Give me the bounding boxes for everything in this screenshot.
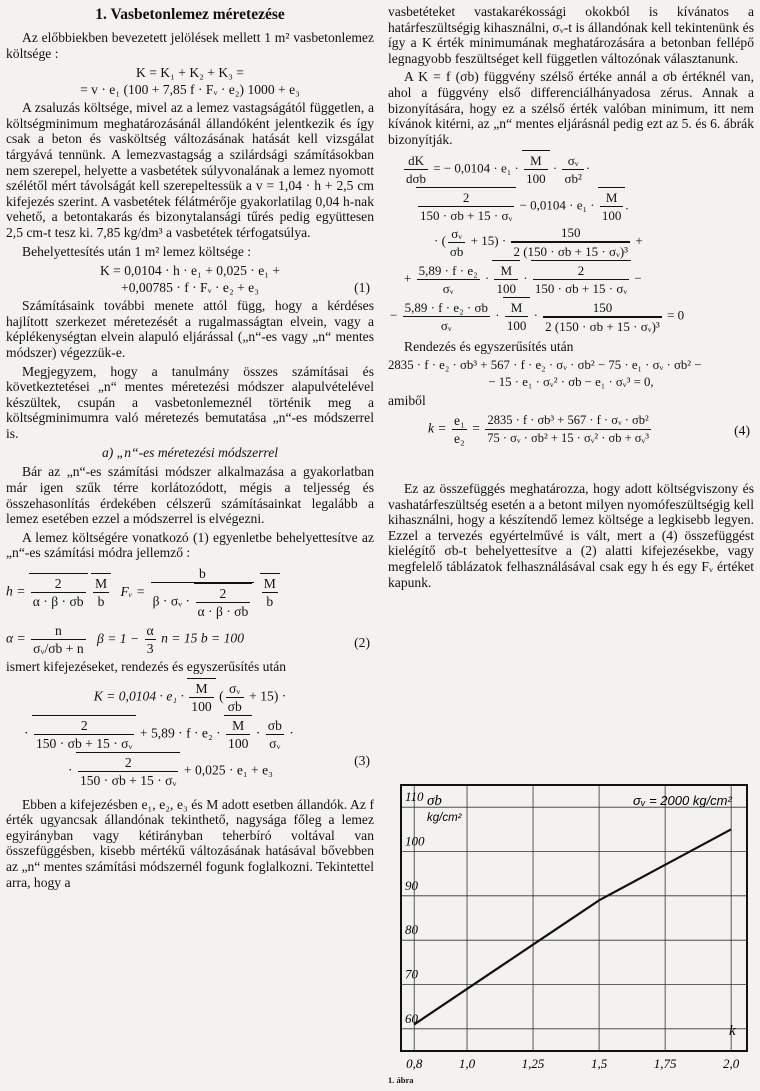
fraction <box>262 575 278 610</box>
sqrt <box>522 150 550 187</box>
fraction <box>417 262 480 297</box>
numerator: M <box>189 680 213 698</box>
eq-text: + 15) · <box>249 688 287 704</box>
subheading: a) „n“-es méretezési módszerrel <box>101 445 279 461</box>
denominator: 100 <box>526 171 546 187</box>
denominator: 150 · σb + 15 · σᵥ <box>79 772 177 788</box>
x-tick-label: 1,0 <box>458 1056 476 1071</box>
fraction <box>189 680 213 715</box>
denominator <box>151 583 255 620</box>
fraction <box>34 717 135 752</box>
numerator: M <box>505 299 529 317</box>
equation-line: · $\frac{2}{\text{150 · σb + 15 · σᵥ}}$ + 5,89 · f · e₂ · $\frac{M}{100}$ · $\frac{\sigma b}{\text{σᵥ}}$ · <box>6 715 374 752</box>
eq-text: − <box>634 270 642 286</box>
paragraph: A zsaluzás költsége, mivel az a lemez vastagságától független, a költségminimum meghatározásánál állandóként jelentkezik és így csak a beton és vasköltség változásának hatását kell vizsgálat tárgyává tennünk. A lemezvastagság a szilárdsági számításokban nem szerepel, helyette a vasbetétek súlyvonalának a lemez nyomott szélétől mért távolságát kell szerepeltessük a v = 1,04 · h + 2,5 cm kifejezés szerint. A vasbetétek félátmérője gyakorlatilag 0,04 h-nak vehető, a betontakarás és bizonytalansági tűrés pedig együttesen 2,5 cm-t tesz ki. 7,85 kg/dm³ a vasbetétek térfogatsúlya. <box>6 100 374 240</box>
equation-line: $\frac{2}{\text{150 · σb + 15 · σᵥ}}$ − 0,0104 · e₁ · $\frac{M}{100}$ . <box>388 187 754 224</box>
numerator: 2 <box>31 575 86 593</box>
fraction <box>562 152 583 187</box>
equation-line: K = 0,0104 · e₁ · $\frac{M}{100}$ ( $\frac{\text{σᵥ}}{\sigma b}$ + 15) · <box>6 678 374 715</box>
eq-text: = − 0,0104 · e₁ · <box>433 160 519 176</box>
denominator: σb² <box>564 171 582 187</box>
denominator: α · β · σb <box>32 594 84 610</box>
eq-text: + <box>404 270 412 286</box>
sqrt <box>598 187 626 224</box>
fraction <box>226 680 244 715</box>
equation-line: = v · e₁ (100 + 7,85 f · Fᵥ · e₂) 1000 + e₃ <box>80 82 300 98</box>
numerator: e₁ <box>454 413 465 429</box>
paragraph: A lemez költségére vonatkozó (1) egyenletbe behelyettesítve az „n“-es számítási módra jellemző : <box>6 529 374 561</box>
fraction <box>151 565 255 620</box>
fraction <box>452 412 467 447</box>
chart-annotation: σᵥ = 2000 kg/cm² <box>633 793 732 808</box>
equation-number: (1) <box>354 280 370 296</box>
denominator: 100 <box>191 698 212 714</box>
numerator: σb <box>267 717 282 733</box>
denominator: 2 (150 · σb + 15 · σᵥ)³ <box>545 318 660 334</box>
equation-3 <box>6 678 374 789</box>
y-tick-label: 100 <box>405 833 425 849</box>
equation-rearranged <box>388 357 754 391</box>
equation-1 <box>6 262 374 296</box>
fraction <box>524 152 548 187</box>
denominator: σᵥ <box>440 318 452 334</box>
numerator: σᵥ <box>226 680 244 698</box>
y-axis-title: σb <box>427 793 442 809</box>
numerator: 2 <box>78 754 179 772</box>
sqrt <box>32 715 137 752</box>
equation-line: · $\frac{2}{\text{150 · σb + 15 · σᵥ}}$ + 0,025 · e₁ + e₃ (3) <box>68 752 370 788</box>
eq-text: k = <box>428 420 447 436</box>
sqrt <box>492 260 520 297</box>
sqrt <box>91 573 111 610</box>
denominator: σᵥ <box>269 735 281 751</box>
paragraph: Behelyettesítés után 1 m² lemez költsége : <box>22 243 252 259</box>
numerator: M <box>524 152 548 170</box>
numerator: b <box>151 565 255 583</box>
numerator: 150 <box>543 299 662 317</box>
equation-number: (2) <box>354 635 370 651</box>
paragraph: amiből <box>388 393 426 409</box>
denominator: 150 · σb + 15 · σᵥ <box>534 281 628 297</box>
figure-caption: 1. ábra <box>388 1075 414 1085</box>
equation-cost-total <box>6 64 374 98</box>
figure-1-chart <box>393 783 753 1073</box>
equation-line: +0,00785 · f · Fᵥ · e₂ + e₃ <box>121 280 259 296</box>
numerator: 2 <box>533 262 629 280</box>
equation-h-fv <box>6 565 374 620</box>
sqrt <box>29 573 88 610</box>
numerator: 5,89 · f · e₂ <box>418 263 478 279</box>
fraction <box>93 575 109 610</box>
denominator: dσb <box>406 171 427 187</box>
denominator: σᵥ <box>442 281 454 297</box>
fraction <box>418 189 514 224</box>
numerator: 2 <box>196 585 251 603</box>
denominator: σᵥ/σb + n <box>33 641 84 657</box>
eq-text: K = 0,0104 · e₁ · <box>93 688 184 704</box>
series-line <box>414 829 731 1024</box>
fraction <box>226 717 250 752</box>
section-title: 1. Vasbetonlemez méretezése <box>95 6 285 23</box>
x-tick-label: 1,5 <box>590 1056 608 1071</box>
denominator: 2 (150 · σb + 15 · σᵥ)³ <box>513 244 629 260</box>
y-tick-label: 60 <box>405 1010 418 1026</box>
numerator: σᵥ <box>448 225 466 243</box>
equation-2 <box>6 622 374 657</box>
paragraph: A K = f (σb) függvény szélső értéke annál a σb értéknél van, ahol a függvény első differenciálhányadosa zérus. Annak a bizonyítására, hogy ez a szélső érték valóban minimum, itt nem kívánok kitérni, az „n“ mentes eljárásnál pedig ezt az 5. és 6. ábrák bizonyítják. <box>388 69 754 147</box>
numerator: M <box>226 717 250 735</box>
denominator: 75 · σᵥ · σb² + 15 · σᵥ² · σb + σᵥ³ <box>487 431 649 446</box>
eq-text: + <box>635 233 643 249</box>
paragraph: Ebben a kifejezésben e₁, e₂, e₃ és M adott esetben állandók. Az f érték ugyancsak állandónak tekinthető, nagysága főleg a lemez egyirányban vagy kétirányban teherbíró voltával van összefüggésben, kisebb mértékű változásának hatásával bővebben az „n“ mentes számítási módszernél fogunk foglalkozni. Tekintettel arra, hogy a <box>6 796 374 890</box>
eq-text: α = <box>6 630 26 646</box>
equation-line: $\frac{dK}{\text{dσb}}$ = − 0,0104 · e₁ · $\frac{M}{100}$ · $\frac{\text{σᵥ}}{\text{σb²}}$ · <box>388 150 754 187</box>
paragraph: Számításaink további menete attól függ, hogy a kérdéses hajlított szerkezet méretezését a rugalmasságtan elvein, vagy a képlékenységtan elvein alapuló eljárással („n“-es vagy „n“ mentes módszer) végezzük-e. <box>6 298 374 360</box>
numerator: 5,89 · f · e₂ · σb <box>404 300 488 316</box>
fraction <box>404 152 428 187</box>
fraction <box>494 262 518 297</box>
numerator: σᵥ <box>562 152 583 170</box>
fraction <box>266 717 284 752</box>
equation-line: 2835 · f · e₂ · σb³ + 567 · f · e₂ · σᵥ · σb² − 75 · e₁ · σᵥ · σb² − <box>388 358 702 373</box>
eq-text: β = 1 − <box>97 630 140 646</box>
paragraph: ismert kifejezéseket, rendezés és egyszerűsítés után <box>6 659 287 675</box>
paragraph: Az előbbiekben bevezetett jelölések mellett 1 m² vasbetonlemez költsége : <box>6 30 374 61</box>
numerator: M <box>600 189 624 207</box>
eq-text: · ( <box>434 233 446 249</box>
paragraph: Rendezés és egyszerűsítés után <box>404 338 574 354</box>
eq-text: − <box>390 307 398 323</box>
y-tick-label: 70 <box>405 966 418 982</box>
fraction <box>145 622 156 657</box>
fraction <box>78 754 179 789</box>
y-tick-labels <box>405 789 425 1026</box>
eq-text: Fᵥ = <box>120 583 146 599</box>
denominator: σb <box>227 698 242 714</box>
numerator: 150 <box>511 224 630 242</box>
y-tick-label: 90 <box>405 877 418 893</box>
equation-line: K = 0,0104 · h · e₁ + 0,025 · e₁ + <box>99 263 281 279</box>
eq-text: + 5,89 · f · e₂ · <box>139 725 221 741</box>
equation-number: (4) <box>734 423 750 439</box>
fraction <box>31 622 86 657</box>
equation-number: (3) <box>354 752 370 768</box>
denominator: 100 <box>228 735 249 751</box>
denominator: b <box>97 594 105 610</box>
denominator: 100 <box>601 208 622 224</box>
y-tick-label: 80 <box>405 922 418 938</box>
denominator: 100 <box>496 281 516 297</box>
x-tick-label: 2,0 <box>723 1056 740 1071</box>
equation-line: + $\frac{\text{5,89 · f · e₂}}{\text{σᵥ}}$ · $\frac{M}{100}$ · $\frac{2}{\text{150 · σb + 15 · σᵥ}}$ − <box>388 260 754 297</box>
numerator: dK <box>404 152 428 170</box>
eq-text: n = 15 b = 100 <box>161 630 244 646</box>
equation-4: k = $\frac{\text{e₁}}{\text{e₂}}$ = $\frac{\text{2835 · f · σb³ + 567 · f · σᵥ · σb²}}{\text{75 · σᵥ · σb² + 15 · σᵥ² · σb + σᵥ³}}$ (4) <box>428 413 750 447</box>
x-tick-label: 0,8 <box>406 1056 423 1071</box>
sqrt <box>76 752 181 789</box>
eq-text: + 0,025 · e₁ + e₃ <box>183 762 273 778</box>
eq-text: + 15) · <box>470 233 507 249</box>
fraction <box>505 299 529 334</box>
equation-line <box>388 224 754 260</box>
equation-line: − 15 · e₁ · σᵥ² · σb − e₁ · σᵥ³ = 0, <box>488 375 654 390</box>
numerator: 2 <box>418 189 514 207</box>
fraction <box>196 585 251 620</box>
paragraph: Megjegyzem, hogy a tanulmány összes számításai és következtetései „n“ mentes méretezési módszer alapulvételével készültek, csupán a vasbetonlemeznél történik meg a költségminimumra való méretezés bemutatása „n“-es módszerrel is. <box>6 363 374 441</box>
x-axis-label: k <box>729 1023 736 1039</box>
numerator: M <box>95 576 108 592</box>
numerator: 2835 · f · σb³ + 567 · f · σᵥ · σb² <box>485 412 651 430</box>
x-tick-label: 1,25 <box>521 1056 545 1071</box>
left-column <box>6 4 374 893</box>
denominator: α · β · σb <box>197 604 249 620</box>
fraction <box>533 262 629 297</box>
fraction <box>31 575 86 610</box>
denominator: e₂ <box>454 431 465 447</box>
y-axis-unit: kg/cm² <box>427 812 462 824</box>
equation-line: − $\frac{\text{5,89 · f · e₂ · σb}}{\text{σᵥ}}$ · $\frac{M}{100}$ · $\frac{150}{\text{2 (150 · σb + 15 · σᵥ)³}}$ = 0 <box>388 297 754 335</box>
right-column <box>388 4 754 593</box>
fraction <box>403 299 490 334</box>
eq-text: = 0 <box>667 307 685 323</box>
fraction <box>543 299 662 335</box>
fraction <box>511 224 630 260</box>
numerator: M <box>263 576 276 592</box>
sqrt <box>187 678 215 715</box>
sqrt <box>260 573 280 610</box>
x-tick-labels <box>406 1056 740 1071</box>
fraction <box>448 225 466 260</box>
sqrt <box>416 187 516 224</box>
paragraph: Bár az „n“-es számítási módszer alkalmazása a gyakorlatban már igen szűk térre korlátozódott, mégis a teljesség és összehasonlítás érdekében célszerű számításainkat legalább a lemez esetében ezzel a módszerrel is elvégezni. <box>6 464 374 527</box>
eq-text: β · σᵥ · <box>152 593 191 609</box>
numerator: α <box>146 623 154 639</box>
sqrt <box>194 583 253 620</box>
fraction <box>600 189 624 224</box>
eq-text: − 0,0104 · e₁ · <box>519 197 595 213</box>
denominator: 150 · σb + 15 · σᵥ <box>420 208 513 224</box>
y-tick-label: 110 <box>405 789 424 805</box>
fraction <box>485 412 651 447</box>
denominator: 150 · σb + 15 · σᵥ <box>35 735 133 751</box>
paragraph: Ez az összefüggés meghatározza, hogy adott költségviszony és vashatárfeszültség esetén a a betont milyen nyomófeszültségig kell kihasználni, hogy a készítendő lemez költsége a legkisebb legyen. Ezzel a tervezés egyértelművé is vált, mert a (4) összefüggést kielégítő σb-t behelyettesítve a (2) alatti kifejezésekbe, vagy megfelelő táblázatok felhasználásával csak egy h és egy Fᵥ értéket kapunk. <box>388 481 754 590</box>
numerator: n <box>31 622 86 640</box>
x-tick-label: 1,75 <box>653 1056 677 1071</box>
denominator: 100 <box>506 318 527 334</box>
equation-derivative <box>388 150 754 335</box>
denominator: b <box>266 594 274 610</box>
paragraph: vasbetéteket vastakarékossági okokból is kívánatos a határfeszültségig kihasználni, σᵥ-t is állandónak kell tekintenünk és így a K érték minimumának meghatározására a betonban fellépő legnagyobb feszültséget kell független változónak választanunk. <box>388 4 754 66</box>
sqrt <box>503 297 531 334</box>
sqrt <box>531 260 631 297</box>
equation-line: K = K₁ + K₂ + K₃ = <box>136 65 244 81</box>
sqrt <box>224 715 252 752</box>
numerator: M <box>494 262 518 280</box>
denominator: 3 <box>146 641 154 657</box>
numerator: 2 <box>34 717 135 735</box>
eq-text: h = <box>6 583 26 599</box>
denominator: σb <box>449 243 464 259</box>
